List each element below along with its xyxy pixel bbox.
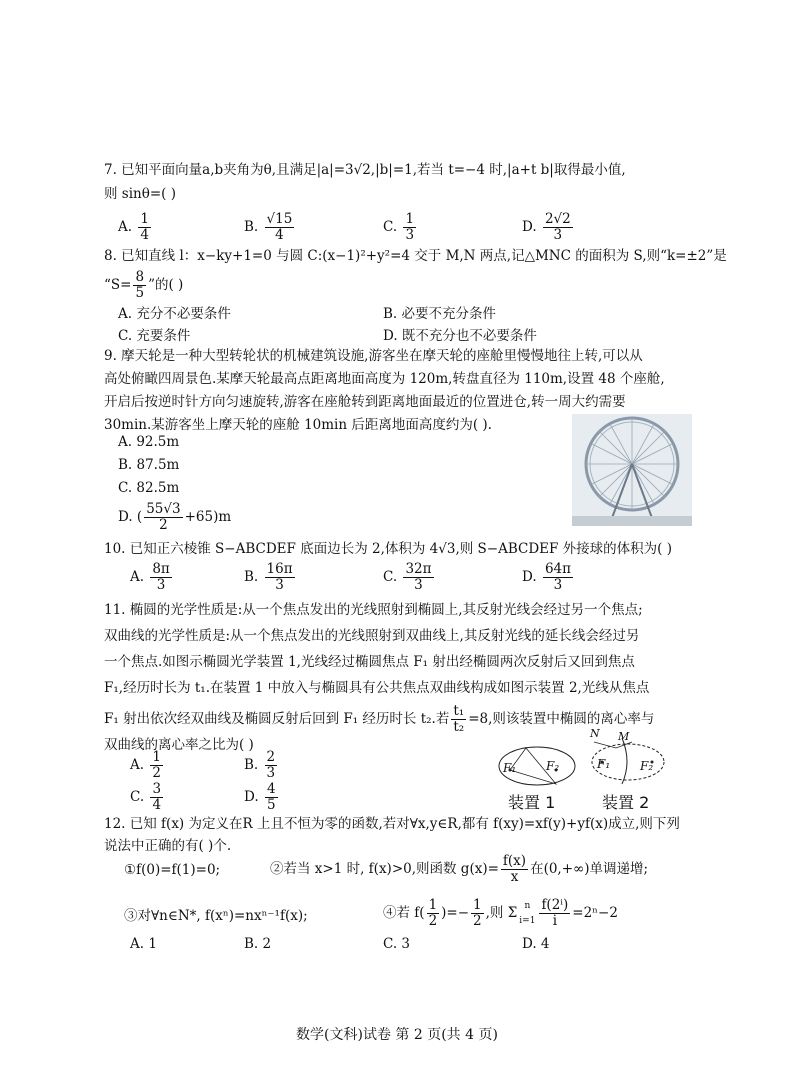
- q9-line3: 开启后按逆时针方向匀速旋转,游客在座舱转到距离地面最近的位置进仓,转一周大约需要: [104, 394, 626, 410]
- device2-f2-label: F₂: [640, 759, 654, 773]
- frac-den: 3: [553, 227, 563, 243]
- device2-f1-label: F₁: [597, 757, 611, 771]
- frac-den: 3: [405, 227, 415, 243]
- frac-den: 2: [473, 913, 482, 929]
- q12-line2: 说法中正确的有( )个.: [104, 838, 232, 854]
- frac-den: 5: [266, 797, 276, 813]
- frac-den: 3: [156, 577, 166, 593]
- q9-option-a[interactable]: A. 92.5m: [118, 434, 180, 450]
- frac-num: 1: [428, 897, 438, 913]
- q7-option-d[interactable]: [522, 212, 575, 243]
- option-letter: A.: [130, 757, 145, 773]
- option-letter: C.: [383, 219, 398, 235]
- frac-num: 4: [266, 781, 276, 797]
- q11-line3: 一个焦点.如图示椭圆光学装置 1,光线经过椭圆焦点 F₁ 射出经椭圆两次反射后又回到焦点: [104, 654, 635, 670]
- device1-f2-label: F₂: [546, 759, 560, 773]
- device2-n-label: N: [590, 727, 600, 740]
- q10-option-d[interactable]: [522, 562, 575, 593]
- frac-den: 3: [266, 765, 276, 781]
- option-letter: A.: [130, 569, 145, 585]
- frac-num: 1: [152, 749, 161, 765]
- option-letter: C.: [383, 569, 398, 585]
- q8-option-b[interactable]: B. 必要不充分条件: [383, 306, 497, 322]
- text: “S=: [104, 277, 132, 293]
- q12-statement-3: ③对∀n∈N*, f(xⁿ)=nxⁿ⁻¹f(x);: [124, 908, 308, 924]
- q7-option-b[interactable]: [244, 212, 296, 243]
- option-letter: D.: [522, 569, 537, 585]
- frac-den: 2: [159, 517, 168, 533]
- q12-statement-4: [383, 898, 618, 929]
- text: ④若 f(: [383, 905, 425, 921]
- frac-den: x: [510, 869, 519, 885]
- q10-option-b[interactable]: [244, 562, 297, 593]
- frac-den: 4: [152, 797, 162, 813]
- q12-statement-1: ①f(0)=f(1)=0;: [124, 862, 221, 878]
- q11-option-a[interactable]: [130, 750, 165, 781]
- q10-option-a[interactable]: [130, 562, 174, 593]
- q7-option-a[interactable]: [118, 212, 153, 243]
- page-footer: 数学(文科)试卷 第 2 页(共 4 页): [296, 1027, 498, 1043]
- frac-den: 3: [414, 577, 423, 593]
- q10-line1: 10. 已知正六棱锥 S−ABCDEF 底面边长为 2,体积为 4√3,则 S−ABCDEF 外接球的体积为( ): [104, 541, 672, 557]
- q11-option-b[interactable]: [244, 750, 279, 781]
- q12-option-b[interactable]: B. 2: [244, 936, 272, 952]
- sum-lower: i=1: [519, 915, 536, 926]
- q9-option-b[interactable]: B. 87.5m: [118, 457, 180, 473]
- q11-line2: 双曲线的光学性质是:从一个焦点发出的光线照射到双曲线上,其反射光线的延长线会经过另: [104, 628, 640, 644]
- text: =2ⁿ−2: [572, 905, 618, 921]
- frac-den: 2: [152, 765, 161, 781]
- option-letter: A.: [118, 219, 133, 235]
- frac-den: 4: [140, 227, 149, 243]
- frac-den: 3: [553, 577, 563, 593]
- frac-num: 1: [405, 211, 415, 227]
- text: +65)m: [184, 509, 232, 525]
- q8-option-c[interactable]: C. 充要条件: [118, 328, 191, 344]
- q9-line1: 9. 摩天轮是一种大型转轮状的机械建筑设施,游客坐在摩天轮的座舱里慢慢地往上转,可以从: [104, 348, 643, 364]
- q11-option-c[interactable]: [130, 782, 165, 813]
- q12-statement-2: [270, 854, 648, 885]
- option-letter: D.: [522, 219, 537, 235]
- frac-num: t₁: [453, 703, 465, 719]
- option-letter: C.: [130, 789, 145, 805]
- option-letter: B.: [244, 219, 259, 235]
- sum-upper: n: [524, 900, 531, 911]
- frac-den: t₂: [453, 719, 465, 735]
- q10-option-c[interactable]: [383, 562, 436, 593]
- frac-num: 64π: [544, 561, 571, 577]
- q9-option-d[interactable]: [118, 502, 231, 533]
- q9-option-c[interactable]: C. 82.5m: [118, 480, 180, 496]
- frac-den: 3: [275, 577, 284, 593]
- q8-line1: 8. 已知直线 l：x−ky+1=0 与圆 C:(x−1)²+y²=4 交于 M,N 两点,记△MNC 的面积为 S,则“k=±2”是: [104, 248, 727, 264]
- q12-option-c[interactable]: C. 3: [383, 936, 411, 952]
- frac-num: 1: [140, 211, 149, 227]
- q9-line2: 高处俯瞰四周景色.某摩天轮最高点距离地面高度为 120m,转盘直径为 110m,设置 48 个座舱,: [104, 371, 665, 387]
- frac-num: 32π: [405, 561, 432, 577]
- frac-num: √15: [266, 211, 293, 227]
- frac-num: 3: [152, 781, 162, 797]
- q12-option-a[interactable]: A. 1: [130, 936, 157, 952]
- ferris-wheel-image: [572, 414, 692, 526]
- text: )=−: [441, 905, 470, 921]
- q8-line2: [104, 270, 183, 301]
- q9-line4: 30min.某游客坐上摩天轮的座舱 10min 后距离地面高度约为( ).: [104, 417, 492, 433]
- frac-num: 2: [266, 749, 276, 765]
- device2-caption: 装置 2: [602, 793, 650, 812]
- option-letter: B.: [244, 569, 259, 585]
- q12-line1: 12. 已知 f(x) 为定义在R 上且不恒为零的函数,若对∀x,y∈R,都有 f(xy)=xf(y)+yf(x)成立,则下列: [104, 816, 680, 832]
- frac-num: 16π: [266, 561, 293, 577]
- frac-num: 2√2: [544, 211, 571, 227]
- frac-den: 5: [135, 285, 145, 301]
- frac-num: 8: [135, 269, 145, 285]
- frac-num: 55√3: [146, 501, 181, 517]
- frac-den: 4: [275, 227, 284, 243]
- q7-line2: 则 sinθ=( ): [104, 186, 176, 202]
- option-letter: B.: [244, 757, 259, 773]
- q12-option-d[interactable]: D. 4: [522, 936, 550, 952]
- frac-num: 1: [473, 897, 482, 913]
- text: ②若当 x>1 时, f(x)>0,则函数 g(x)=: [270, 861, 499, 877]
- text: F₁ 射出依次经双曲线及椭圆反射后回到 F₁ 经历时长 t₂.若: [104, 711, 450, 727]
- frac-num: f(2ⁱ): [541, 897, 569, 913]
- frac-den: 2: [428, 913, 438, 929]
- q8-option-d[interactable]: D. 既不充分也不必要条件: [383, 328, 537, 344]
- text: 在(0,+∞)单调递增;: [530, 861, 649, 877]
- frac-num: f(x): [502, 853, 527, 869]
- frac-num: 8π: [152, 561, 170, 577]
- device1-caption: 装置 1: [508, 793, 556, 812]
- q11-line6: 双曲线的离心率之比为( ): [104, 737, 254, 753]
- device2-m-label: M: [618, 730, 630, 743]
- sum-sign: ,则 Σ: [485, 905, 518, 921]
- q11-line4: F₁,经历时长为 t₁.在装置 1 中放入与椭圆具有公共焦点双曲线构成如图示装置 2,光线从焦点: [104, 680, 650, 696]
- device1-f1-label: F₁: [503, 761, 517, 775]
- option-letter: D.: [244, 789, 259, 805]
- text: =8,则该装置中椭圆的离心率与: [468, 711, 655, 727]
- q11-option-d[interactable]: [244, 782, 280, 813]
- q7-option-c[interactable]: [383, 212, 418, 243]
- q11-line5: [104, 704, 654, 735]
- q11-line1: 11. 椭圆的光学性质是:从一个焦点发出的光线照射到椭圆上,其反射光线会经过另一个焦点;: [104, 602, 643, 618]
- q7-line1: 7. 已知平面向量a,b夹角为θ,且满足|a|=3√2,|b|=1,若当 t=−4 时,|a+t b|取得最小值,: [104, 162, 626, 178]
- text: D. (: [118, 509, 143, 525]
- q8-option-a[interactable]: A. 充分不必要条件: [118, 306, 231, 322]
- frac-den: i: [552, 913, 558, 929]
- text: ”的( ): [148, 277, 184, 293]
